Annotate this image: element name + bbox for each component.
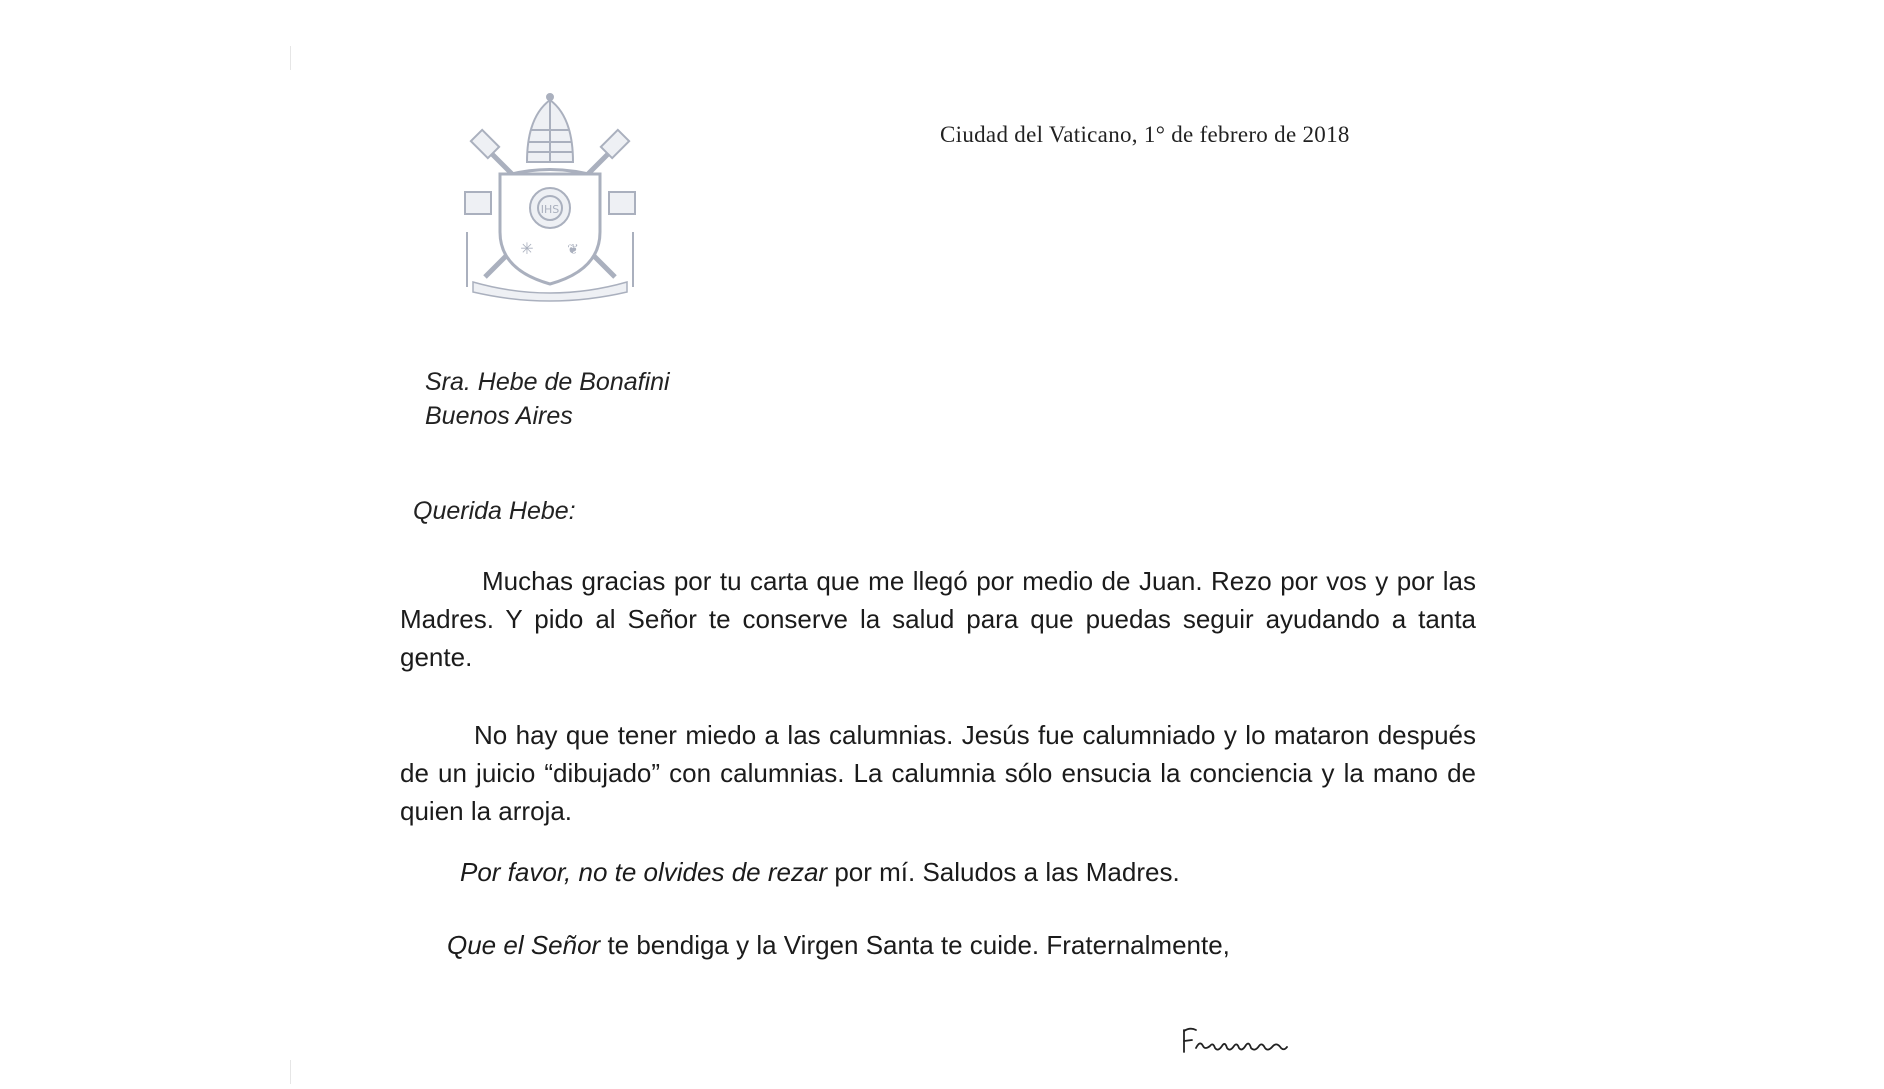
dateline: Ciudad del Vaticano, 1° de febrero de 2018 <box>940 122 1350 147</box>
recipient-city: Buenos Aires <box>425 402 573 430</box>
closing-line-1-italic: Por favor, no te olvides de rezar <box>460 857 828 887</box>
closing-line-1-regular: por mí. Saludos a las Madres. <box>827 857 1180 887</box>
closing-line-2 <box>447 930 1230 961</box>
svg-text:IHS: IHS <box>540 203 560 216</box>
closing-line-2-regular: te bendiga y la Virgen Santa te cuide. Fraternalmente, <box>600 930 1230 960</box>
papal-coat-of-arms-icon <box>455 92 645 302</box>
svg-text:❦: ❦ <box>567 242 579 258</box>
body-paragraph-1-text: Muchas gracias por tu carta que me llegó por medio de Juan. Rezo por vos y por las Madres. Y pido al Señor te conserve la salud para que puedas seguir ayudando a tanta gente. <box>400 566 1476 672</box>
svg-text:✳: ✳ <box>520 239 534 258</box>
recipient-name: Sra. Hebe de Bonafini <box>425 368 670 396</box>
salutation: Querida Hebe: <box>413 497 576 525</box>
closing-line-2-italic: Que el Señor <box>447 930 601 960</box>
handwritten-signature <box>1180 1022 1290 1056</box>
body-paragraph-2 <box>400 716 1476 830</box>
recipient-address <box>425 365 670 433</box>
closing-line-1 <box>460 857 1180 888</box>
body-paragraph-1 <box>400 562 1476 676</box>
scan-edge-mark-top <box>290 46 291 70</box>
body-paragraph-2-text: No hay que tener miedo a las calumnias. Jesús fue calumniado y lo mataron después de un juicio “dibujado” con calumnias. La calumnia sólo ensucia la conciencia y la mano de quien la arroja. <box>400 720 1476 826</box>
scan-edge-mark-bottom <box>290 1060 291 1084</box>
